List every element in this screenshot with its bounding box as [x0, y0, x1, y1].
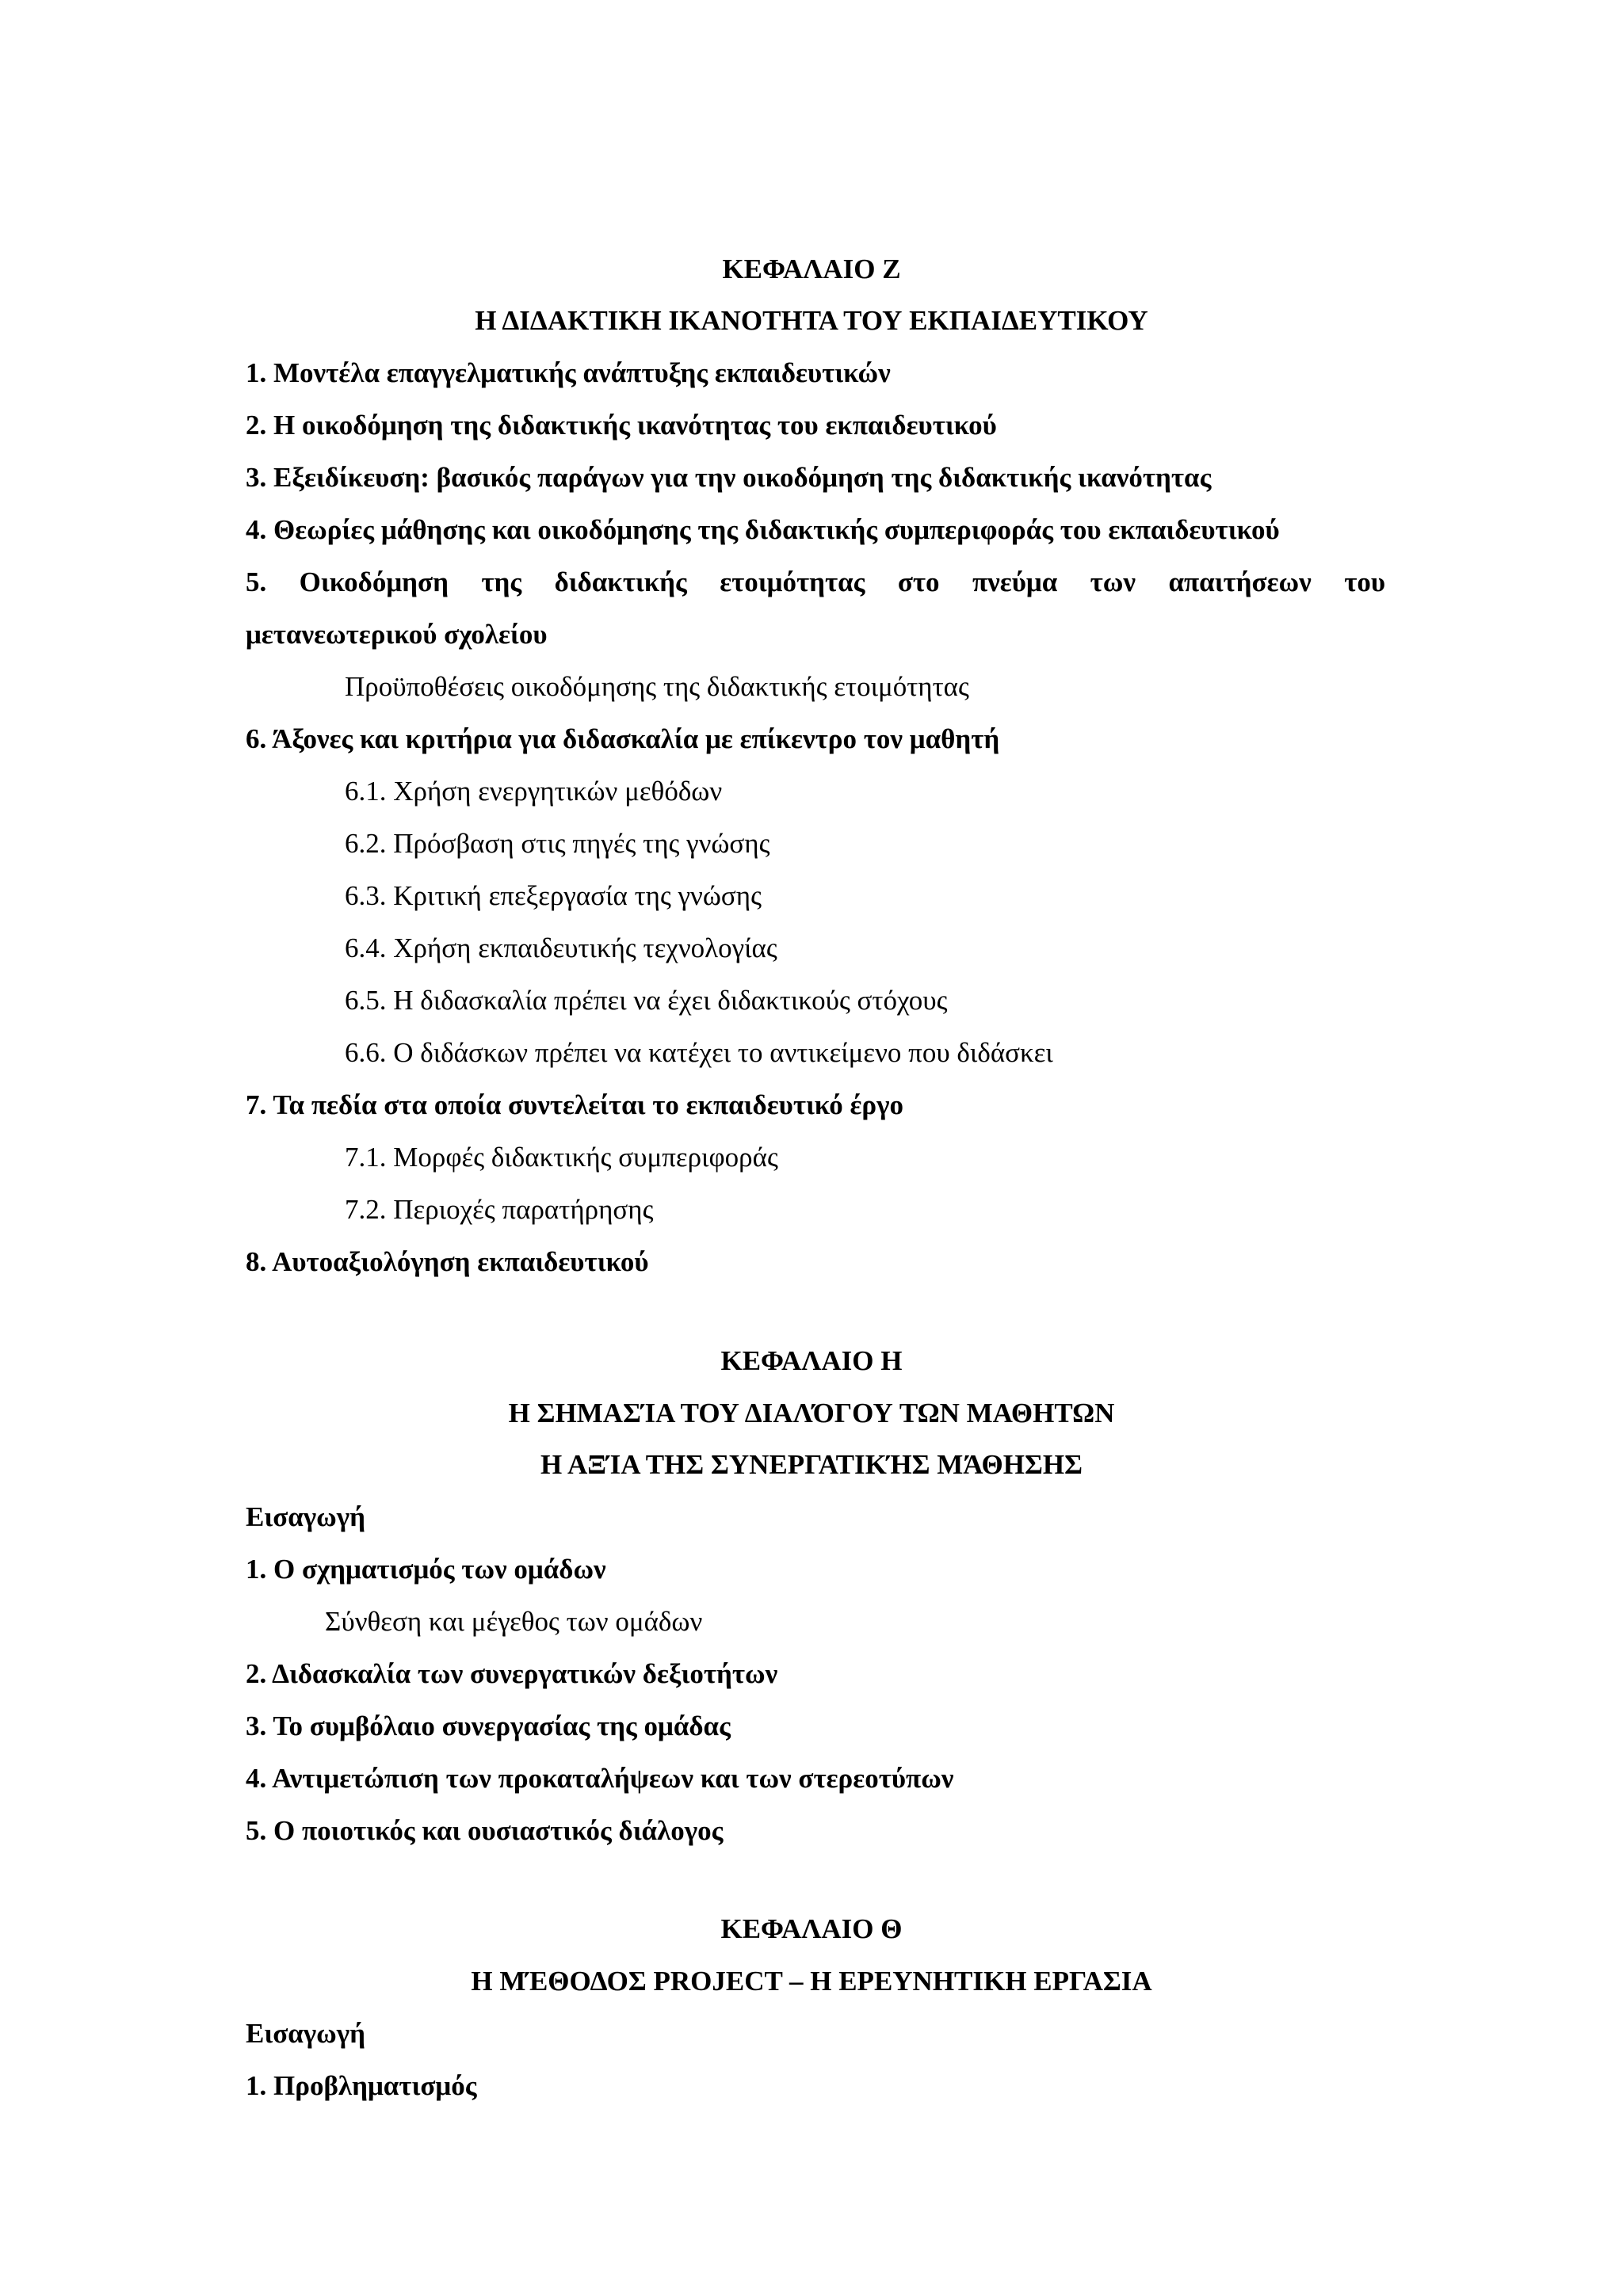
toc-item: 4. Αντιμετώπιση των προκαταλήψεων και των στερεοτύπων — [246, 1763, 954, 1794]
chapter-heading: ΚΕΦΑΛΑΙΟ Η — [720, 1345, 903, 1376]
toc-item: 1. Ο σχηματισμός των ομάδων — [246, 1554, 606, 1585]
toc-item: 3. Εξειδίκευση: βασικός παράγων για την οικοδόμηση της διδακτικής ικανότητας — [246, 462, 1212, 493]
toc-subitem: 6.1. Χρήση ενεργητικών μεθόδων — [345, 776, 723, 807]
chapter-title: Η ΜΈΘΟΔΟΣ PROJECT – Η ΕΡΕΥΝΗΤΙΚΗ ΕΡΓΑΣΙΑ — [471, 1966, 1152, 1997]
toc-subitem: 7.2. Περιοχές παρατήρησης — [345, 1194, 654, 1225]
chapter-title: Η ΔΙΔΑΚΤΙΚΗ ΙΚΑΝΟΤΗΤΑ ΤΟΥ ΕΚΠΑΙΔΕΥΤΙΚΟΥ — [475, 305, 1148, 336]
toc-subitem: 6.2. Πρόσβαση στις πηγές της γνώσης — [345, 828, 770, 859]
toc-item: 7. Τα πεδία στα οποία συντελείται το εκπαιδευτικό έργο — [246, 1089, 904, 1120]
chapter-heading: ΚΕΦΑΛΑΙΟ Θ — [720, 1913, 903, 1944]
toc-item-continuation: μετανεωτερικού σχολείου — [246, 619, 548, 650]
toc-item: Εισαγωγή — [246, 1501, 365, 1532]
toc-item: 5. Ο ποιοτικός και ουσιαστικός διάλογος — [246, 1815, 724, 1846]
toc-subitem: 6.3. Κριτική επεξεργασία της γνώσης — [345, 880, 762, 911]
chapter-title: Η ΣΗΜΑΣΊΑ ΤΟΥ ΔΙΑΛΌΓΟΥ ΤΩΝ ΜΑΘΗΤΩΝ — [508, 1398, 1115, 1428]
toc-item: 2. Διδασκαλία των συνεργατικών δεξιοτήτων — [246, 1658, 778, 1689]
toc-subitem: 6.5. Η διδασκαλία πρέπει να έχει διδακτικούς στόχους — [345, 985, 948, 1016]
toc-item: 8. Αυτοαξιολόγηση εκπαιδευτικού — [246, 1246, 649, 1277]
toc-item: 1. Προβληματισμός — [246, 2070, 477, 2101]
toc-item: 1. Μοντέλα επαγγελματικής ανάπτυξης εκπαιδευτικών — [246, 357, 891, 388]
toc-item: 2. Η οικοδόμηση της διδακτικής ικανότητας του εκπαιδευτικού — [246, 410, 997, 441]
toc-item: 3. Το συμβόλαιο συνεργασίας της ομάδας — [246, 1711, 731, 1741]
chapter-title: Η ΑΞΊΑ ΤΗΣ ΣΥΝΕΡΓΑΤΙΚΉΣ ΜΆΘΗΣΗΣ — [540, 1449, 1083, 1480]
chapter-heading: ΚΕΦΑΛΑΙΟ Ζ — [722, 254, 901, 284]
toc-subitem: Σύνθεση και μέγεθος των ομάδων — [325, 1606, 703, 1637]
toc-subitem: 6.6. Ο διδάσκων πρέπει να κατέχει το αντικείμενο που διδάσκει — [345, 1037, 1053, 1068]
toc-subitem: 7.1. Μορφές διδακτικής συμπεριφοράς — [345, 1142, 778, 1173]
toc-item: 6. Άξονες και κριτήρια για διδασκαλία με επίκεντρο τον μαθητή — [246, 723, 1000, 754]
toc-item: 4. Θεωρίες μάθησης και οικοδόμησης της διδακτικής συμπεριφοράς του εκπαιδευτικού — [246, 514, 1280, 545]
toc-subitem: Προϋποθέσεις οικοδόμησης της διδακτικής ετοιμότητας — [345, 671, 969, 702]
toc-subitem: 6.4. Χρήση εκπαιδευτικής τεχνολογίας — [345, 933, 777, 963]
toc-item: Εισαγωγή — [246, 2018, 365, 2049]
toc-item: 5. Οικοδόμηση της διδακτικής ετοιμότητας στο πνεύμα των απαιτήσεων του — [246, 566, 1385, 597]
